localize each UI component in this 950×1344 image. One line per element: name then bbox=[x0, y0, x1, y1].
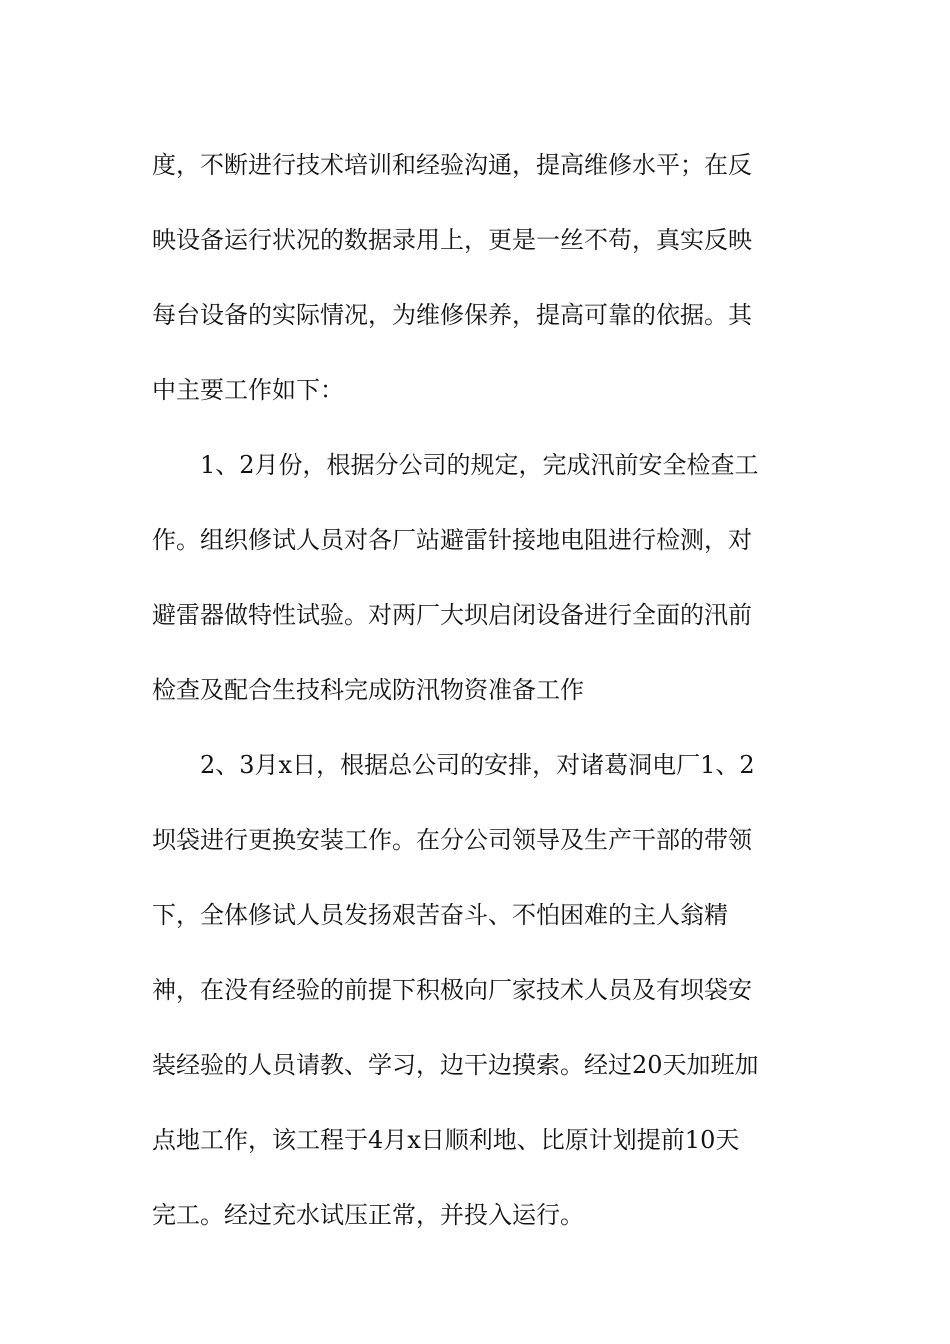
text-line: 下，全体修试人员发扬艰苦奋斗、不怕困难的主人翁精 bbox=[152, 901, 728, 929]
text-line: 避雷器做特性试验。对两厂大坝启闭设备进行全面的汛前 bbox=[152, 601, 752, 629]
text-line: 每台设备的实际情况，为维修保养，提高可靠的依据。其 bbox=[152, 301, 752, 329]
document-body bbox=[152, 128, 812, 1253]
text-line: 坝袋进行更换安装工作。在分公司领导及生产干部的带领 bbox=[152, 826, 752, 854]
paragraph-start-line: 1、2月份，根据分公司的规定，完成汛前安全检查工 bbox=[200, 451, 759, 479]
text-line: 检查及配合生技科完成防汛物资准备工作 bbox=[152, 676, 584, 704]
text-line: 度，不断进行技术培训和经验沟通，提高维修水平；在反 bbox=[152, 151, 752, 179]
text-line: 作。组织修试人员对各厂站避雷针接地电阻进行检测，对 bbox=[152, 526, 752, 554]
paragraph-start-line: 2、3月x日，根据总公司的安排，对诸葛洞电厂1、2 bbox=[200, 751, 755, 779]
text-line: 装经验的人员请教、学习，边干边摸索。经过20天加班加 bbox=[152, 1051, 759, 1079]
text-line: 点地工作，该工程于4月x日顺利地、比原计划提前10天 bbox=[152, 1126, 740, 1154]
text-line: 完工。经过充水试压正常，并投入运行。 bbox=[152, 1201, 584, 1229]
text-line: 映设备运行状况的数据录用上，更是一丝不苟，真实反映 bbox=[152, 226, 752, 254]
text-line: 神，在没有经验的前提下积极向厂家技术人员及有坝袋安 bbox=[152, 976, 752, 1004]
text-line: 中主要工作如下： bbox=[152, 376, 344, 404]
